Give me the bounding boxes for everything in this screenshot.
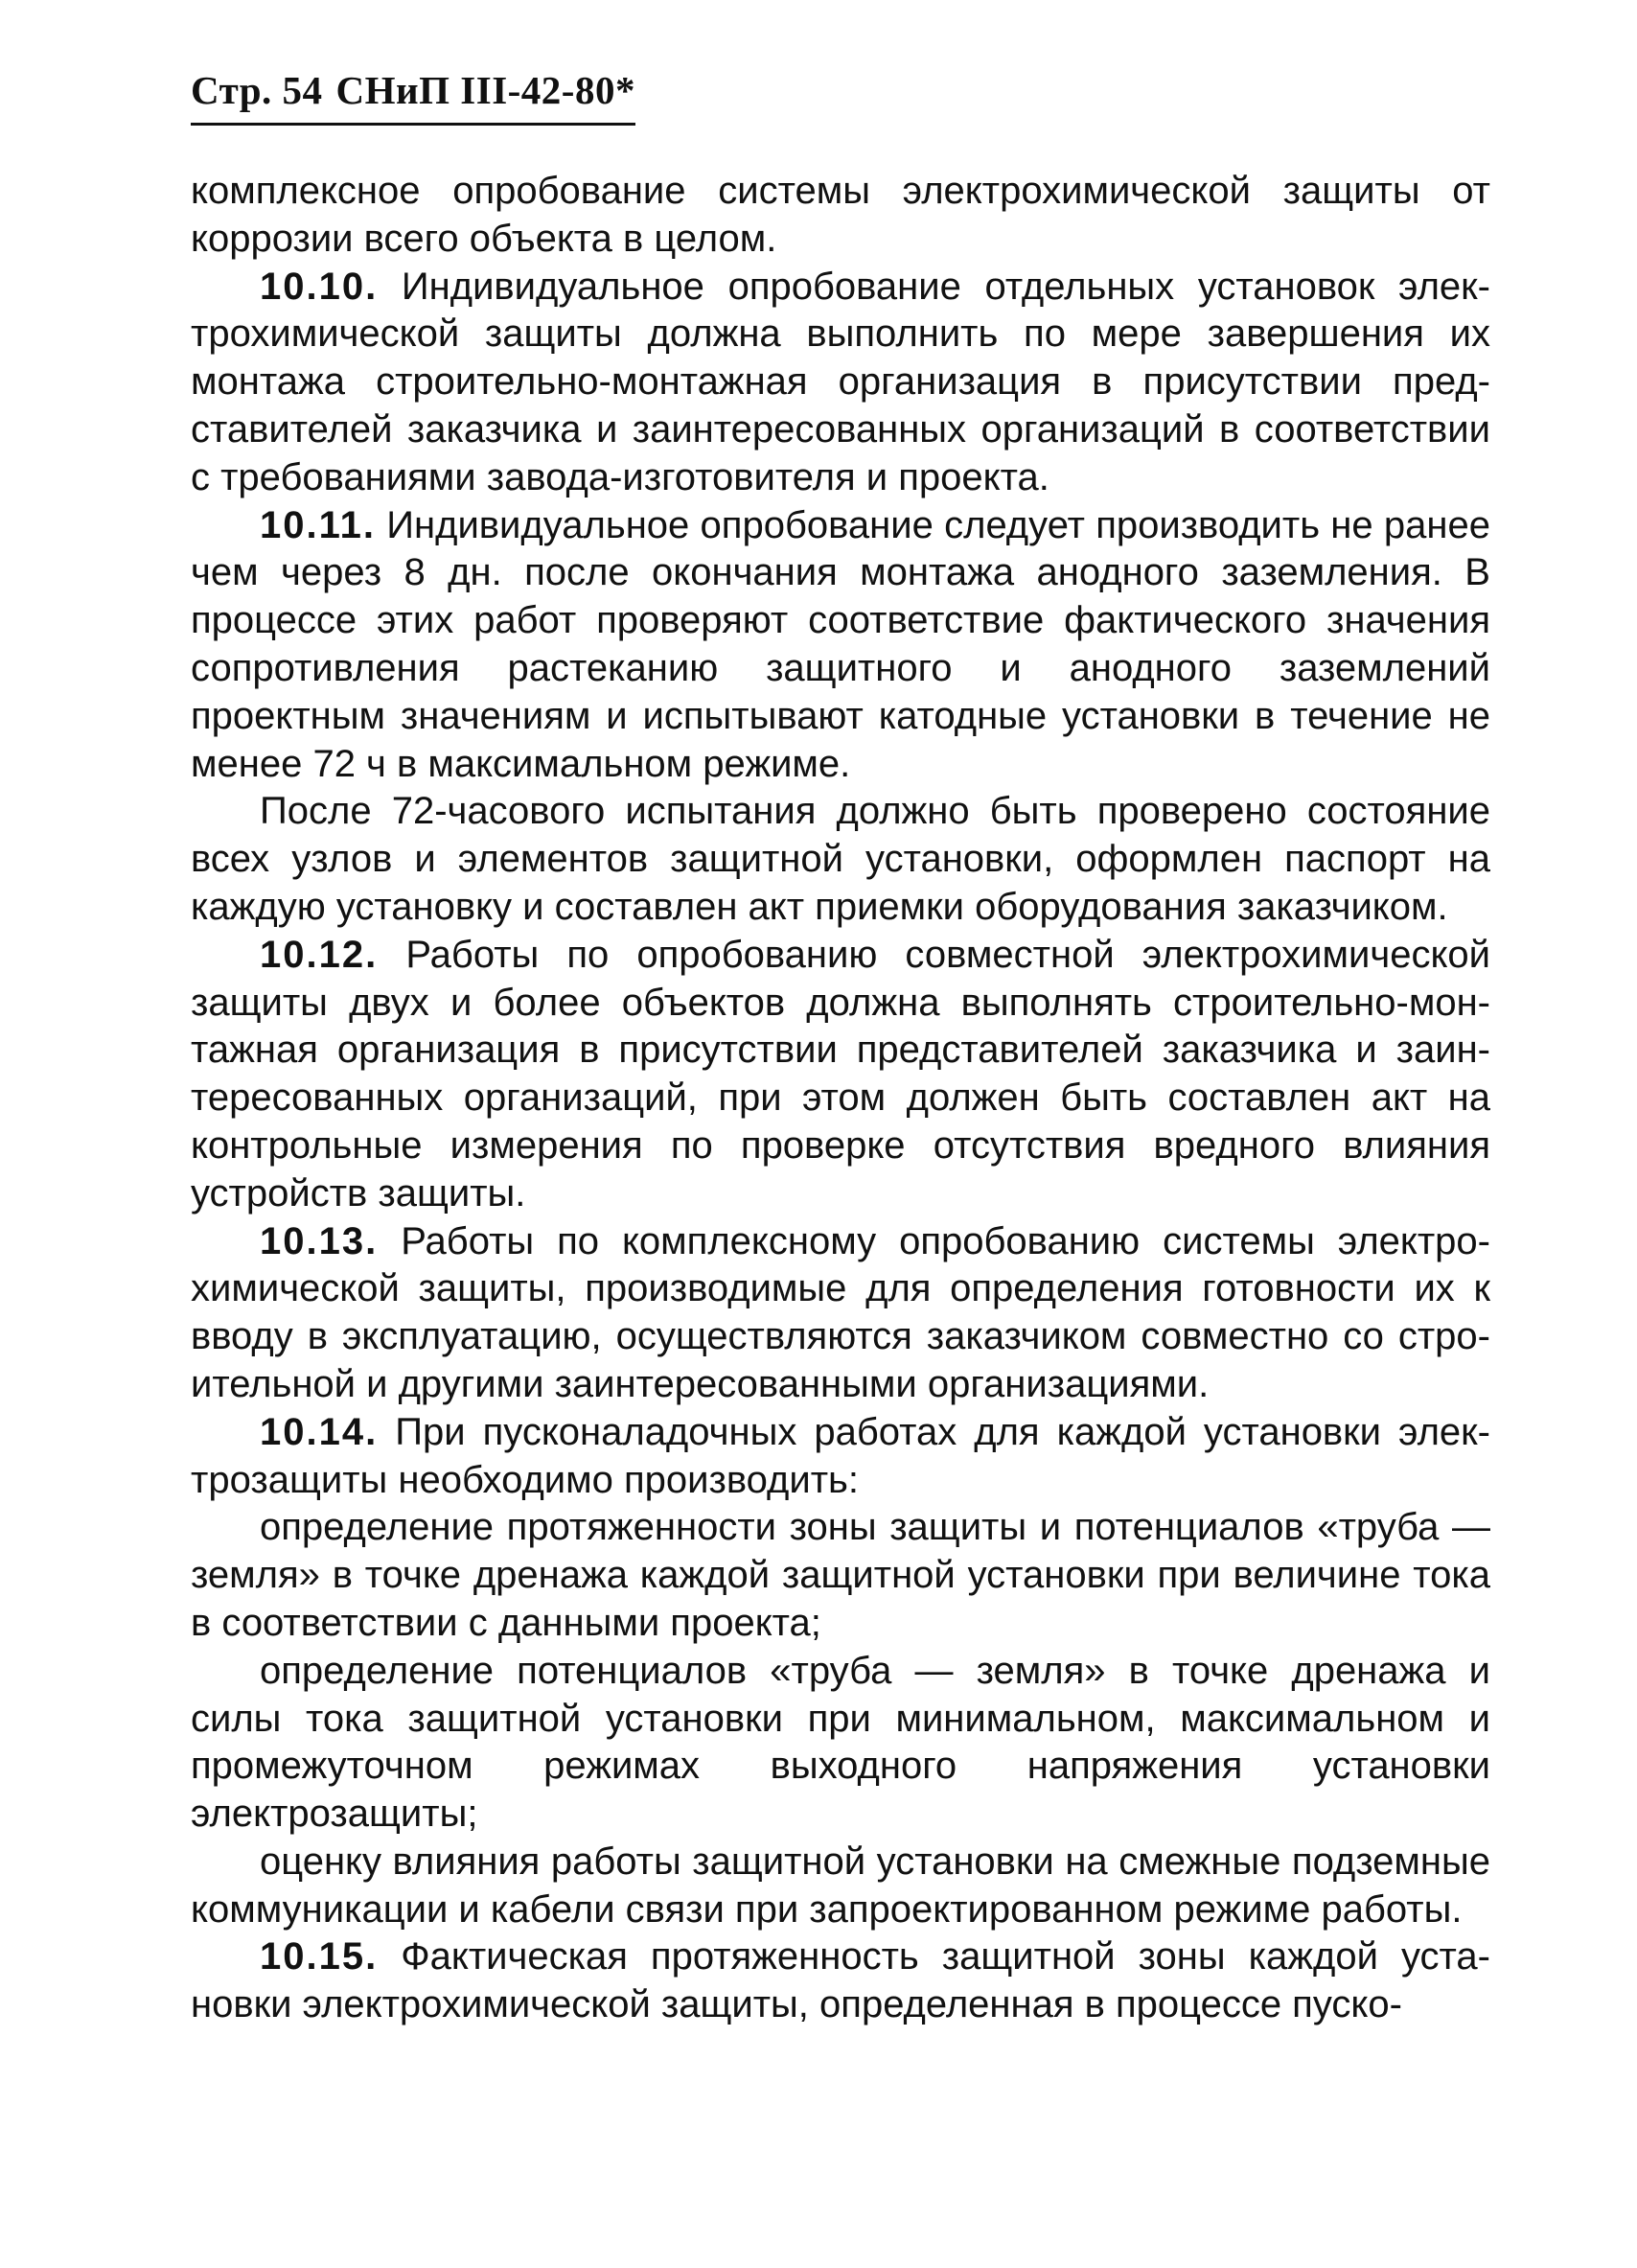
clause-10-15 [191, 1933, 1490, 2029]
clause-number: 10.11. [260, 503, 377, 546]
clause-number: 10.12. [260, 933, 379, 976]
document-page [191, 67, 1490, 2029]
paragraph-continuation [191, 168, 1490, 264]
paragraph-text: После 72-часового испытания должно быть проверено состояние всех узлов и элементов защитной установки, оформлен паспорт на каждую установку и составлен акт приемки оборудования заказчиком. [191, 790, 1490, 928]
clause-10-10 [191, 264, 1490, 502]
paragraph-text: Индивидуальное опробование следует производить не ранее чем через 8 дн. после окончания монтажа анодного заземления. В процессе этих работ проверяют соответствие фактического значения сопротивления растеканию защитного и анодного заземлений проектным значениям и испытывают катодные установки в течение не менее 72 ч в максимальном режиме. [191, 503, 1490, 785]
paragraph [191, 788, 1490, 931]
clause-number: 10.14. [260, 1410, 379, 1453]
page-number: Стр. 54 [191, 68, 323, 112]
list-item [191, 1648, 1490, 1839]
paragraph-text: Работы по комплексному опробованию системы электрохимической защиты, производимые для определения готовности их к вводу в эксплуатацию, осуществляются заказчиком совместно со строительной и другими заинтересованными организациями. [191, 1219, 1490, 1405]
body-text [191, 168, 1490, 2029]
paragraph-text: комплексное опробование системы электрохимической защиты от коррозии всего объекта в целом. [191, 170, 1490, 260]
clause-10-13 [191, 1218, 1490, 1409]
clause-number: 10.15. [260, 1935, 379, 1979]
list-item [191, 1839, 1490, 1934]
paragraph-text: оценку влияния работы защитной установки на смежные подземные коммуникации и кабели связи при запроектированном режиме работы. [191, 1840, 1490, 1931]
paragraph-text: определение протяженности зоны защиты и потенциалов «труба — земля» в точке дренажа каждой защитной установки при величине тока в соответствии с данными проекта; [191, 1506, 1490, 1644]
clause-number: 10.13. [260, 1219, 379, 1262]
paragraph-text: Фактическая протяженность защитной зоны каждой установки электрохимической защиты, определенная в процессе пуско- [191, 1935, 1490, 2026]
paragraph-text: Работы по опробованию совместной электрохимической защиты двух и более объектов должна выполнять строительно-монтажная организация в присутствии представителей заказчика и заинтересованных организаций, при этом должен быть составлен акт на контрольные измерения по проверке отсутствия вредного влияния устройств защиты. [191, 933, 1490, 1215]
paragraph-text: При пусконаладочных работах для каждой установки электрозащиты необходимо производить: [191, 1410, 1490, 1501]
clause-number: 10.10. [260, 265, 379, 308]
page-header [191, 67, 635, 126]
document-code: СНиП III-42-80* [335, 68, 635, 112]
paragraph-text: Индивидуальное опробование отдельных установок электрохимической защиты должна выполнить по мере завершения их монтажа строительно-монтажная организация в присутствии представителей заказчика и заинтересованных организаций в соответствии с требованиями завода-изготовителя и проекта. [191, 265, 1490, 498]
clause-10-12 [191, 932, 1490, 1218]
paragraph-text: определение потенциалов «труба — земля» в точке дренажа и силы тока защитной установки при минимальном, максимальном и промежуточном режимах выходного напряжения установки электрозащиты; [191, 1649, 1490, 1836]
list-item [191, 1504, 1490, 1647]
clause-10-11 [191, 502, 1490, 789]
clause-10-14 [191, 1409, 1490, 1505]
